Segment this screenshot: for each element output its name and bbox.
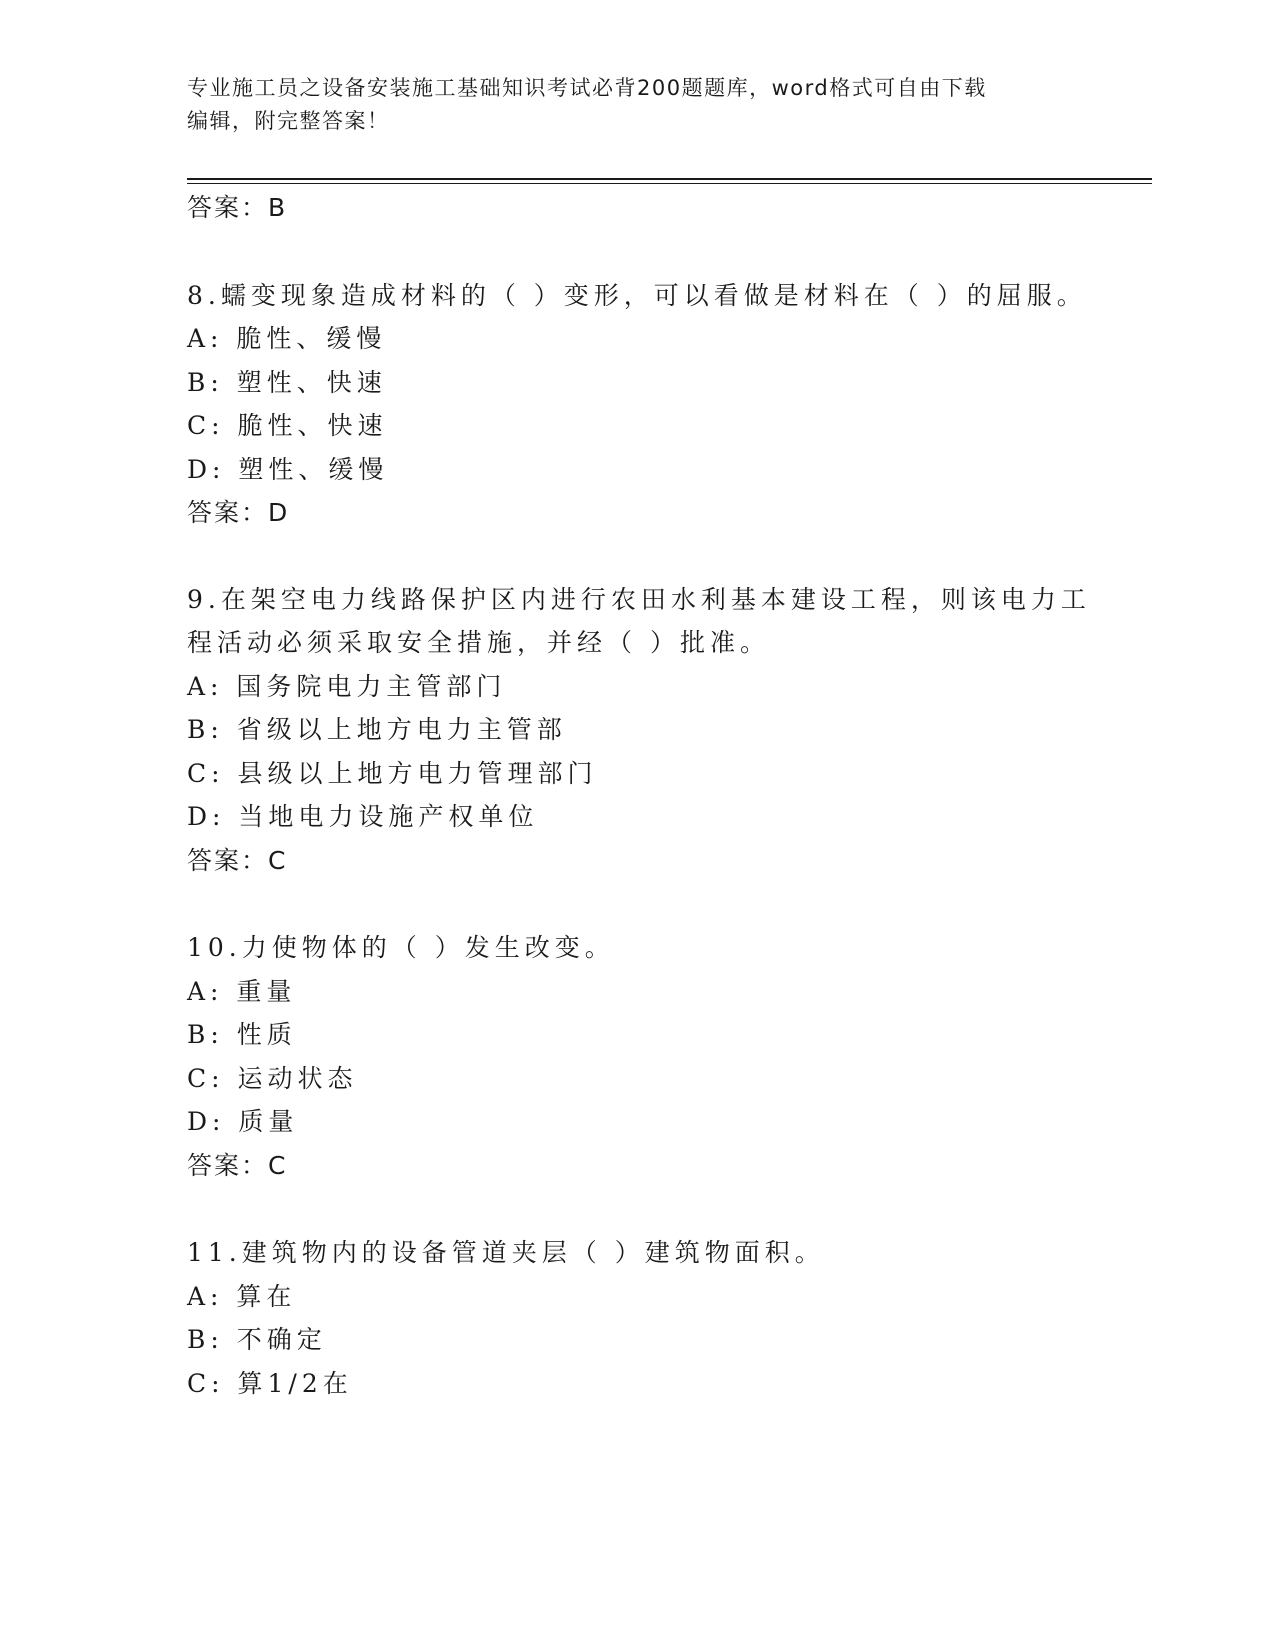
option-a: A: 脆性、缓慢	[187, 324, 387, 353]
answer: 答案：C	[187, 846, 288, 875]
option-d: D: 当地电力设施产权单位	[187, 802, 539, 831]
document-header	[187, 72, 1067, 138]
option-c: C: 算1/2在	[187, 1369, 353, 1398]
answer: 答案：D	[187, 498, 290, 527]
question-stem-line-1: 9.在架空电力线路保护区内进行农田水利基本建设工程，则该电力工	[187, 585, 1091, 614]
question-stem: 11.建筑物内的设备管道夹层（ ）建筑物面积。	[187, 1238, 825, 1267]
option-b: B: 不确定	[187, 1325, 327, 1354]
question-stem: 10.力使物体的（ ）发生改变。	[187, 933, 615, 962]
question-stem-line-2: 程活动必须采取安全措施，并经（ ）批准。	[187, 628, 770, 657]
header-divider-thick	[187, 178, 1152, 180]
option-d: D: 塑性、缓慢	[187, 455, 389, 484]
option-b: B: 省级以上地方电力主管部	[187, 715, 567, 744]
option-a: A: 国务院电力主管部门	[187, 672, 507, 701]
option-b: B: 性质	[187, 1020, 297, 1049]
header-divider-thin	[187, 183, 1152, 184]
option-b: B: 塑性、快速	[187, 368, 387, 397]
header-title-line-2: 编辑，附完整答案！	[187, 109, 390, 133]
question-stem: 8.蠕变现象造成材料的（ ）变形，可以看做是材料在（ ）的屈服。	[187, 281, 1087, 310]
answer: 答案：C	[187, 1151, 288, 1180]
option-a: A: 重量	[187, 977, 297, 1006]
option-c: C: 县级以上地方电力管理部门	[187, 759, 598, 788]
option-d: D: 质量	[187, 1107, 299, 1136]
header-title-line-1: 专业施工员之设备安装施工基础知识考试必背200题题库，word格式可自由下载	[187, 76, 987, 100]
option-a: A: 算在	[187, 1282, 297, 1311]
option-c: C: 运动状态	[187, 1064, 358, 1093]
option-c: C: 脆性、快速	[187, 411, 388, 440]
previous-answer: 答案：B	[187, 193, 288, 222]
